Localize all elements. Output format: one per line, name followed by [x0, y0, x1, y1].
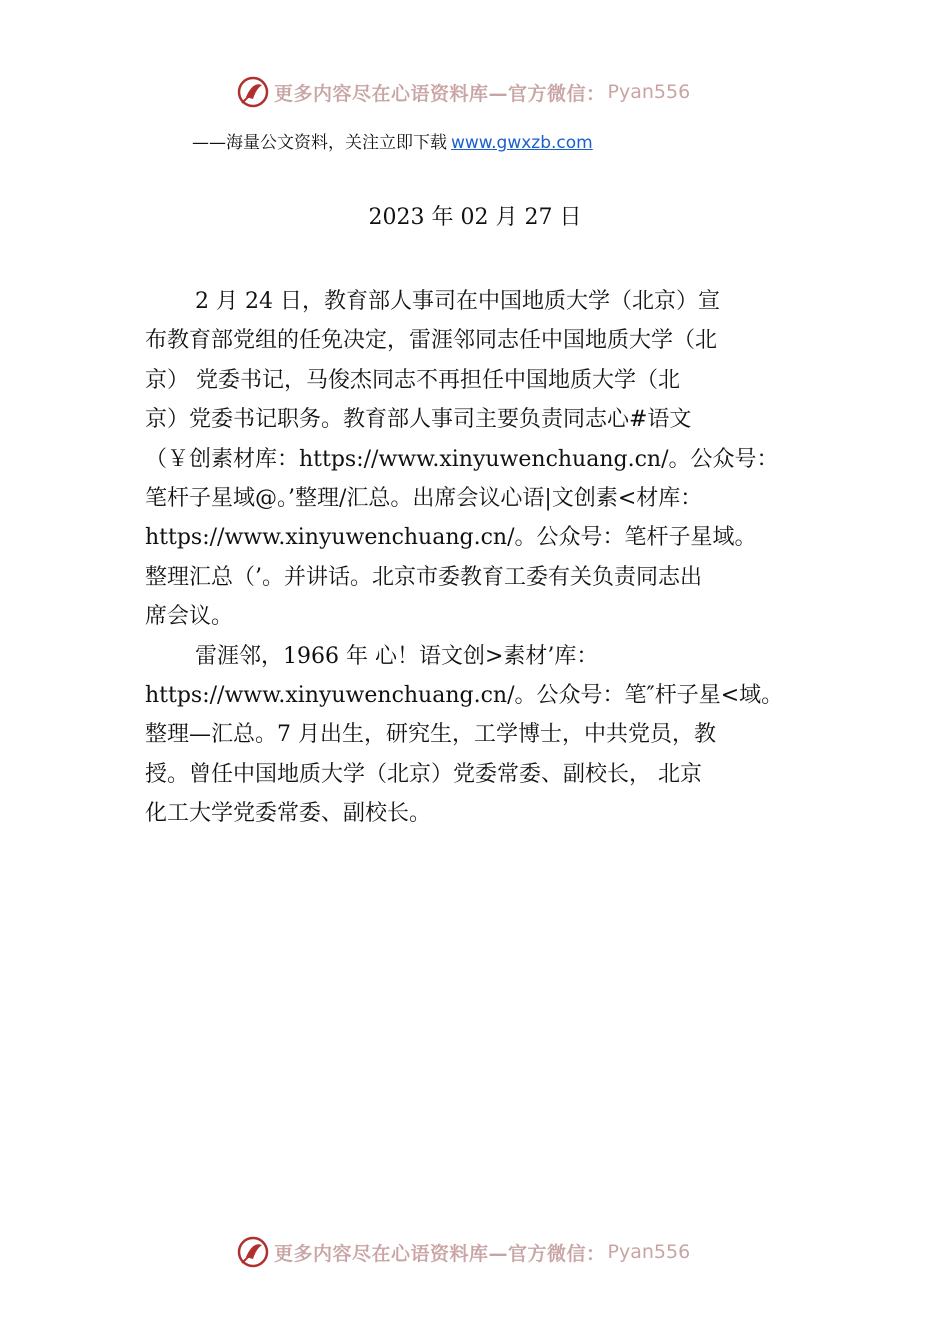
- paragraph-line: 授。曾任中国地质大学（北京）党委常委、副校长， 北京: [145, 761, 702, 787]
- banner-wechat-id: Pyan556: [607, 1241, 691, 1263]
- download-subtitle: [192, 128, 593, 153]
- subtitle-text: ——海量公文资料，关注立即下载: [192, 133, 447, 153]
- paragraph-line: 化工大学党委常委、副校长。: [145, 801, 432, 827]
- top-banner: [236, 74, 690, 110]
- paragraph-line: 布教育部党组的任免决定，雷涯邻同志任中国地质大学（北: [145, 328, 718, 354]
- paragraph-line: 京）党委书记职务。教育部人事司主要负责同志心#语文: [145, 407, 692, 433]
- website-link[interactable]: www.gwxzb.com: [451, 133, 593, 153]
- paragraph-line: 2 月 24 日，教育部人事司在中国地质大学（北京）宣: [195, 289, 720, 314]
- document-date: 2023 年 02 月 27 日: [368, 205, 582, 230]
- brand-logo-icon: [236, 75, 270, 109]
- brand-logo-icon: [236, 1235, 270, 1269]
- paragraph-line: 整理汇总（’。并讲话。北京市委教育工委有关负责同志出: [145, 564, 702, 590]
- banner-text: 更多内容尽在心语资料库—官方微信：: [274, 1242, 606, 1265]
- document-body: [145, 282, 845, 833]
- paragraph-line: （￥创素材库：https://www.xinyuwenchuang.cn/。公众号：: [145, 446, 779, 472]
- paragraph-line: 笔杆子星域@。’整理/汇总。出席会议心语|文创素<材库：: [145, 485, 703, 511]
- bottom-banner: [236, 1234, 690, 1270]
- paragraph-line: 京） 党委书记，马俊杰同志不再担任中国地质大学（北: [145, 367, 680, 393]
- banner-text: 更多内容尽在心语资料库—官方微信：: [274, 82, 606, 105]
- paragraph-line: https://www.xinyuwenchuang.cn/。公众号：笔杆子星域。: [145, 525, 757, 551]
- paragraph-line: 雷涯邻，1966 年 心！语文创>素材’库：: [195, 643, 599, 669]
- paragraph-line: https://www.xinyuwenchuang.cn/。公众号：笔″杆子星<域。: [145, 682, 784, 708]
- paragraph-line: 席会议。: [145, 604, 234, 630]
- banner-wechat-id: Pyan556: [607, 81, 691, 103]
- paragraph-line: 整理—汇总。7 月出生，研究生，工学博士，中共党员，教: [145, 722, 716, 748]
